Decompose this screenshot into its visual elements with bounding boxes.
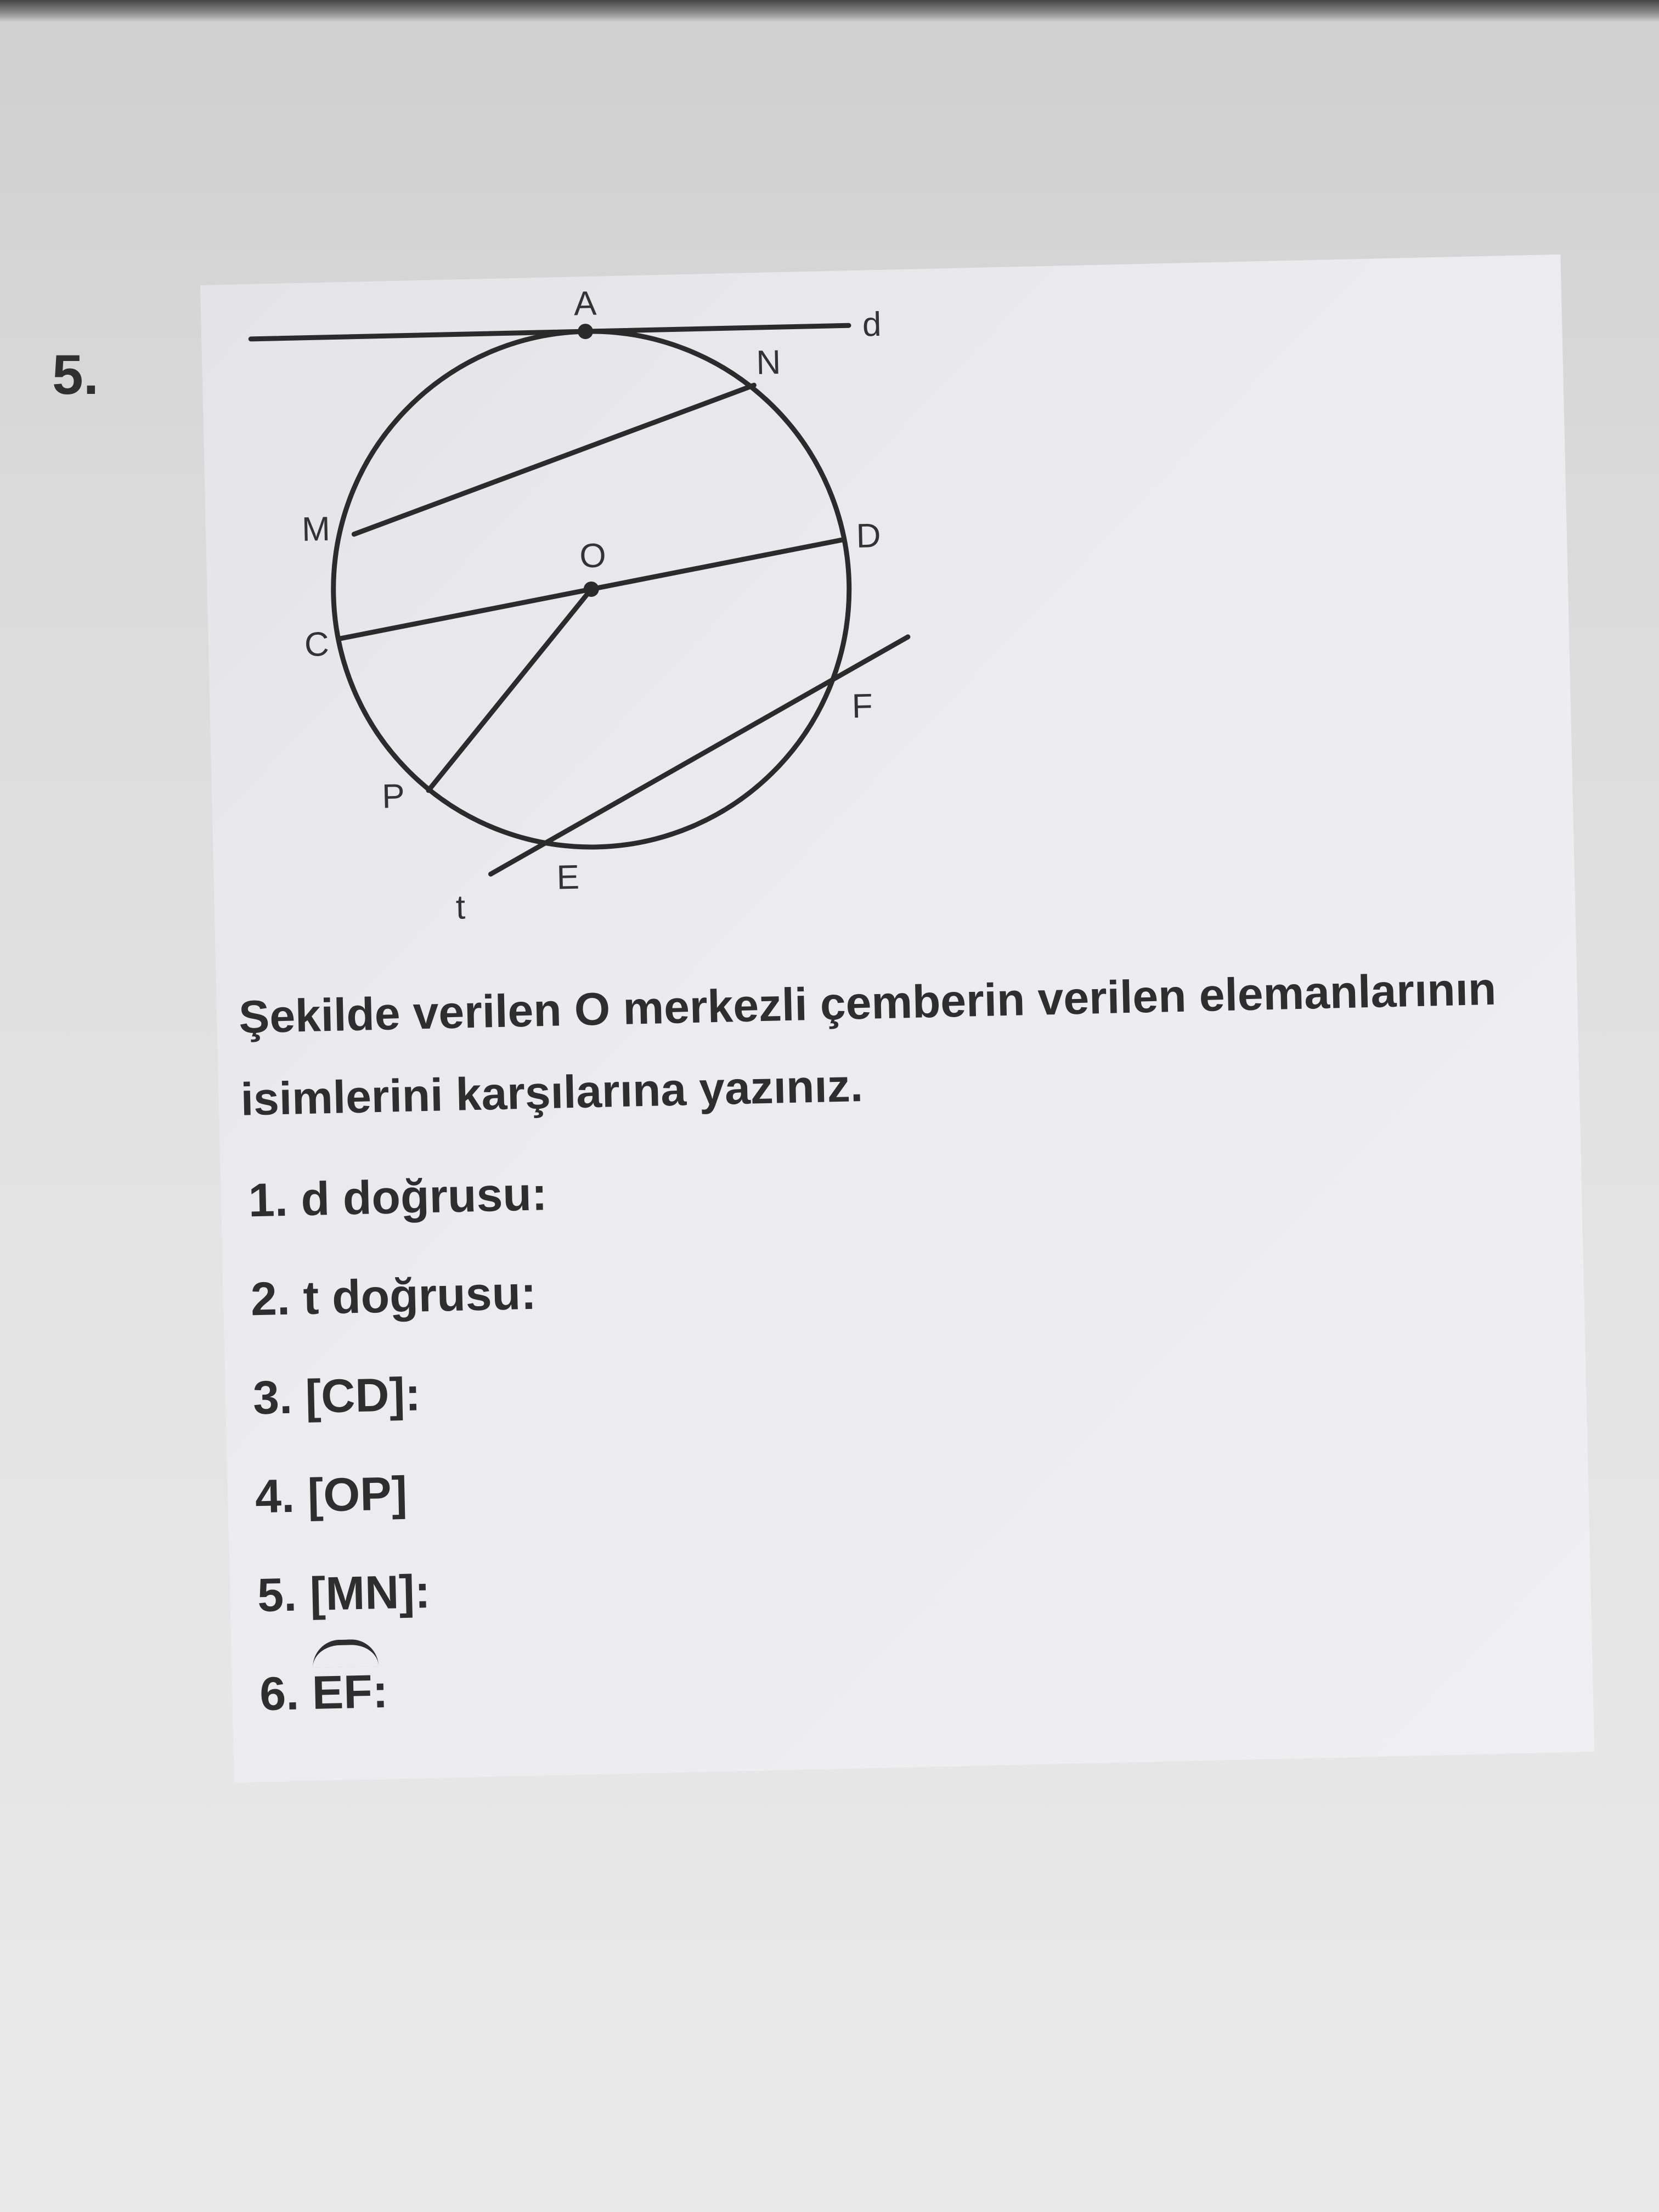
label-e: E: [556, 858, 580, 897]
arc-ef: [311, 1643, 374, 1742]
label-o: O: [579, 537, 607, 575]
chord-mn: [351, 385, 758, 534]
label-p: P: [381, 777, 405, 816]
label-m: M: [301, 510, 331, 549]
answer-item-4: 4. [OP]: [255, 1467, 408, 1523]
question-prompt: Şekilde verilen O merkezli çemberin verilen elemanlarının isimlerini karşılarına yazınız.: [238, 962, 1497, 1125]
screen-edge-shadow: [0, 0, 1659, 22]
circle-diagram: [200, 267, 1011, 944]
label-a: A: [573, 284, 597, 323]
answer-item-2: 2. t doğrusu:: [250, 1266, 537, 1326]
secant-line-t: [486, 637, 913, 874]
answer-item-5: 5. [MN]:: [257, 1565, 431, 1622]
label-n: N: [755, 343, 782, 382]
label-c: C: [304, 625, 330, 664]
label-f: F: [851, 687, 873, 726]
question-number: 5.: [52, 343, 99, 406]
answer-item-1: 1. d doğrusu:: [247, 1167, 548, 1227]
point-a-dot: [578, 324, 594, 340]
answer-list: [247, 1144, 560, 1743]
label-d: d: [862, 305, 882, 344]
answer-item-6: [258, 1638, 560, 1743]
label-d-point: D: [855, 516, 882, 555]
worksheet-panel: [200, 255, 1594, 1783]
arc-ef-label: EF: [311, 1665, 373, 1720]
answer-item-6-prefix: 6.: [259, 1667, 313, 1721]
arc-symbol-icon: [312, 1639, 379, 1668]
label-t: t: [455, 888, 466, 927]
answer-item-3: 3. [CD]:: [252, 1368, 421, 1425]
answer-item-6-suffix: :: [371, 1664, 389, 1718]
